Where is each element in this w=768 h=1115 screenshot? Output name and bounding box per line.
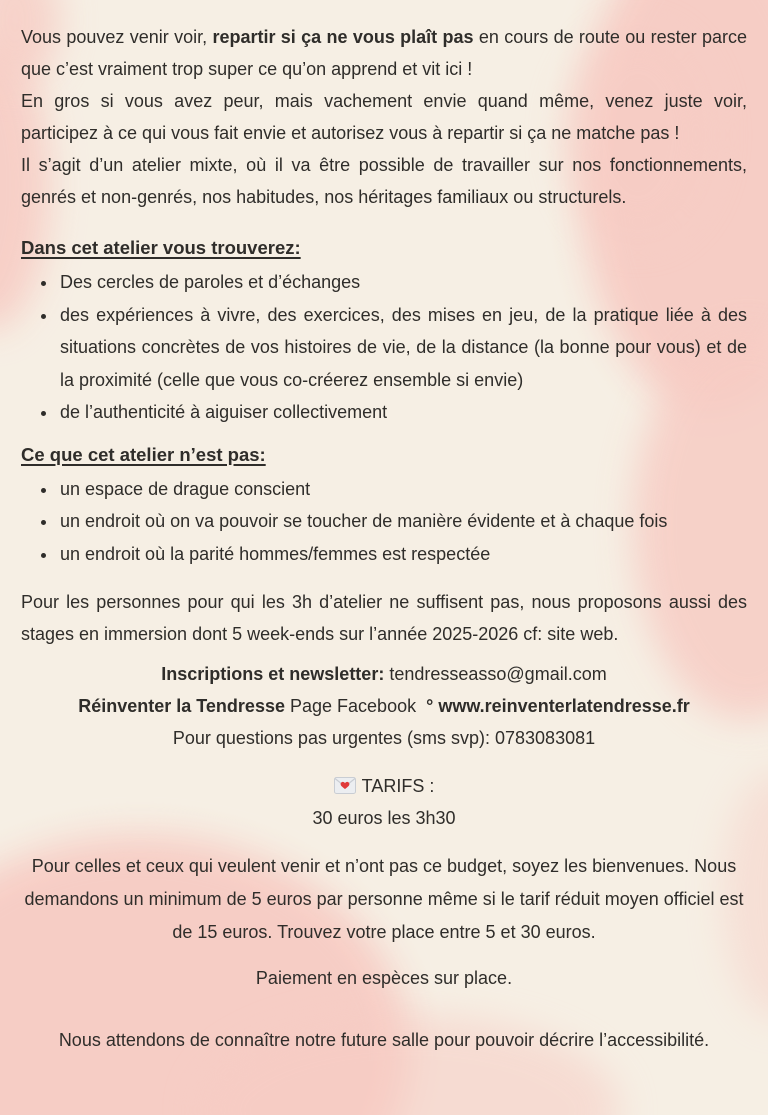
intro-text-bold: repartir si ça ne vous plaît pas [212,27,474,47]
intro-paragraph-3: Il s’agit d’un atelier mixte, où il va être possible de travailler sur nos fonctionnements, genrés et non-genrés, nos habitudes, nos héritages familiaux ou structurels. [21,155,747,207]
website-url: www.reinventerlatendresse.fr [438,696,690,716]
tarifs-title-line [21,770,747,802]
intro-paragraph-1 [21,21,747,85]
list-item: • un espace de drague conscient [58,473,747,506]
payment-line: Paiement en espèces sur place. [255,968,513,988]
questions-line: Pour questions pas urgentes (sms svp): 0783083081 [172,728,596,748]
accessibility-line: Nous attendons de connaître notre future salle pour pouvoir décrire l’accessibilité. [58,1030,710,1050]
facebook-label: Page Facebook [290,696,417,716]
tarifs-title: TARIFS : [361,776,435,796]
brand-name: Réinventer la Tendresse [78,696,285,716]
stages-paragraph: Pour les personnes pour qui les 3h d’atelier ne suffisent pas, nous proposons aussi des stages en immersion dont 5 week-ends sur l’année 2025-2026 cf: site web. [21,592,747,644]
facebook-website-line [21,690,747,722]
intro-text-post: en cours de route ou rester parce que c’est vraiment trop super ce qu’on apprend et vit ici ! [21,27,747,79]
section-heading-find: Dans cet atelier vous trouverez: [21,237,301,258]
tarifs-block [21,770,747,834]
list-item: • de l’authenticité à aiguiser collectivement [58,396,747,429]
tarifs-price: 30 euros les 3h30 [312,808,456,828]
list-item: • un endroit où on va pouvoir se toucher de manière évidente et à chaque fois [58,505,747,538]
newsletter-line [21,658,747,690]
solidarity-paragraph: Pour celles et ceux qui veulent venir et n’ont pas ce budget, soyez les bienvenues. Nous demandons un minimum de 5 euros par personne même si le tarif réduit moyen officiel est de 15 euros. Trouvez votre place entre 5 et 30 euros. [24,856,744,942]
find-list [21,266,747,429]
contact-block [21,658,747,754]
newsletter-email: tendresseasso@gmail.com [389,664,607,684]
separator-glyph: ° [426,696,434,716]
list-item: • Des cercles de paroles et d’échanges [58,266,747,299]
not-list [21,473,747,571]
list-item: • des expériences à vivre, des exercices, des mises en jeu, de la pratique liée à des situations concrètes de vos histoires de vie, de la distance (la bonne pour vous) et de la proximité (celle que vous co-créerez ensemble si envie) [58,299,747,397]
intro-paragraph-2: En gros si vous avez peur, mais vachement envie quand même, venez juste voir, participez à ce qui vous fait envie et autorisez vous à repartir si ça ne matche pas ! [21,91,747,143]
newsletter-label: Inscriptions et newsletter: [161,664,385,684]
list-item: • un endroit où la parité hommes/femmes est respectée [58,538,747,571]
intro-text-pre: Vous pouvez venir voir, [21,27,213,47]
section-heading-not: Ce que cet atelier n’est pas: [21,443,266,465]
love-letter-icon [334,777,356,794]
